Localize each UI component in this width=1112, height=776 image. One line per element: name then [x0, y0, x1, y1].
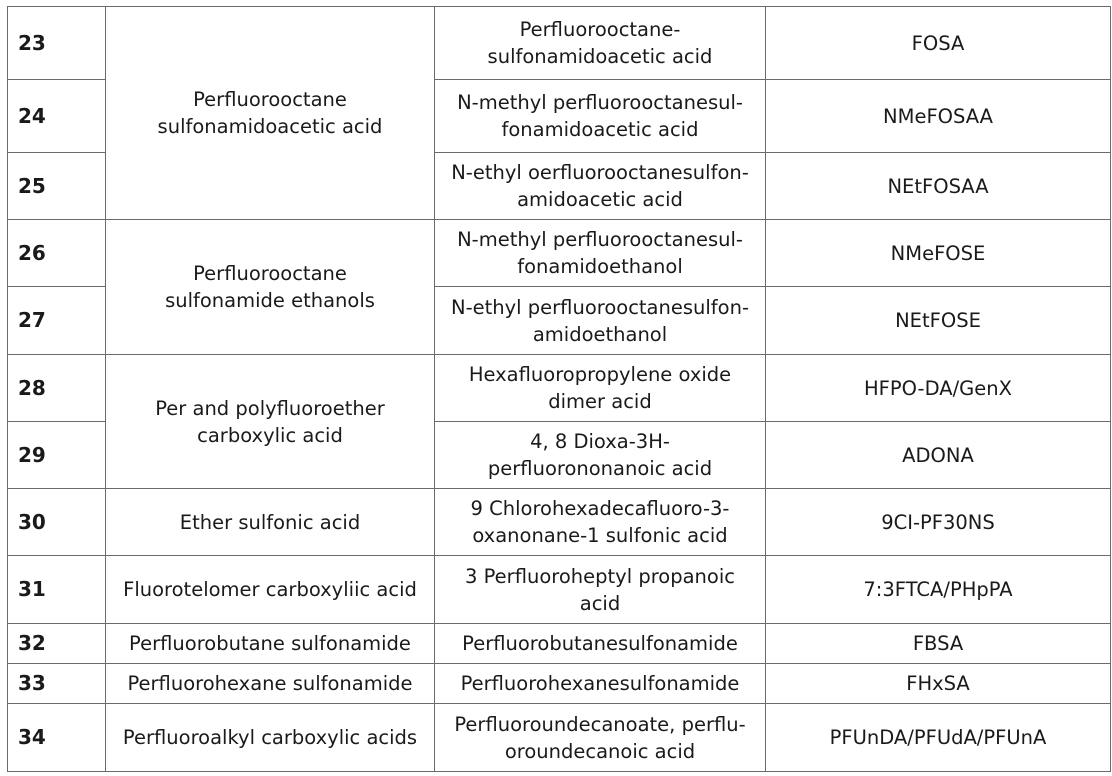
- compound-name: 4, 8 Dioxa-3H- perfluorononanoic acid: [435, 422, 766, 489]
- compound-abbreviation: NMeFOSAA: [766, 80, 1111, 153]
- table-row: [8, 220, 1111, 287]
- compound-abbreviation: NEtFOSE: [766, 287, 1111, 355]
- row-number: 33: [8, 664, 106, 704]
- compound-abbreviation: FOSA: [766, 7, 1111, 80]
- row-number: 31: [8, 556, 106, 624]
- compound-name: 3 Perfluoroheptyl propanoic acid: [435, 556, 766, 624]
- row-number: 24: [8, 80, 106, 153]
- table-row: [8, 624, 1111, 664]
- compound-name: Perfluorooctane- sulfonamidoacetic acid: [435, 7, 766, 80]
- row-number: 29: [8, 422, 106, 489]
- table-row: [8, 664, 1111, 704]
- compound-class: Perfluorooctane sulfonamide ethanols: [106, 220, 435, 355]
- table-row: [8, 704, 1111, 772]
- table-row: [8, 489, 1111, 556]
- row-number: 26: [8, 220, 106, 287]
- compound-name: N-ethyl oerfluorooctanesulfon- amidoacetic acid: [435, 153, 766, 220]
- compound-abbreviation: FHxSA: [766, 664, 1111, 704]
- compound-abbreviation: NMeFOSE: [766, 220, 1111, 287]
- row-number: 34: [8, 704, 106, 772]
- compound-class: Ether sulfonic acid: [106, 489, 435, 556]
- compound-class: Perfluorobutane sulfonamide: [106, 624, 435, 664]
- row-number: 23: [8, 7, 106, 80]
- compound-abbreviation: 9CI-PF30NS: [766, 489, 1111, 556]
- row-number: 32: [8, 624, 106, 664]
- compound-class: Perfluorooctane sulfonamidoacetic acid: [106, 7, 435, 220]
- compound-name: Perfluorohexanesulfonamide: [435, 664, 766, 704]
- compound-name: N-methyl perfluorooctanesul- fonamidoacetic acid: [435, 80, 766, 153]
- row-number: 27: [8, 287, 106, 355]
- compound-class: Perfluoroalkyl carboxylic acids: [106, 704, 435, 772]
- compound-name: Hexafluoropropylene oxide dimer acid: [435, 355, 766, 422]
- row-number: 28: [8, 355, 106, 422]
- table-row: [8, 7, 1111, 80]
- compound-name: 9 Chlorohexadecafluoro-3- oxanonane-1 sulfonic acid: [435, 489, 766, 556]
- row-number: 25: [8, 153, 106, 220]
- table-row: [8, 355, 1111, 422]
- compound-class: Perfluorohexane sulfonamide: [106, 664, 435, 704]
- compound-name: Perfluoroundecanoate, perflu- oroundecanoic acid: [435, 704, 766, 772]
- compound-abbreviation: PFUnDA/PFUdA/PFUnA: [766, 704, 1111, 772]
- compound-class: Fluorotelomer carboxyliic acid: [106, 556, 435, 624]
- row-number: 30: [8, 489, 106, 556]
- compound-abbreviation: FBSA: [766, 624, 1111, 664]
- pfas-compound-table: [7, 6, 1111, 772]
- compound-name: Perfluorobutanesulfonamide: [435, 624, 766, 664]
- compound-class: Per and polyfluoroether carboxylic acid: [106, 355, 435, 489]
- compound-abbreviation: ADONA: [766, 422, 1111, 489]
- compound-name: N-ethyl perfluorooctanesulfon- amidoethanol: [435, 287, 766, 355]
- table-row: [8, 556, 1111, 624]
- compound-abbreviation: 7:3FTCA/PHpPA: [766, 556, 1111, 624]
- compound-name: N-methyl perfluorooctanesul- fonamidoethanol: [435, 220, 766, 287]
- compound-abbreviation: HFPO-DA/GenX: [766, 355, 1111, 422]
- compound-abbreviation: NEtFOSAA: [766, 153, 1111, 220]
